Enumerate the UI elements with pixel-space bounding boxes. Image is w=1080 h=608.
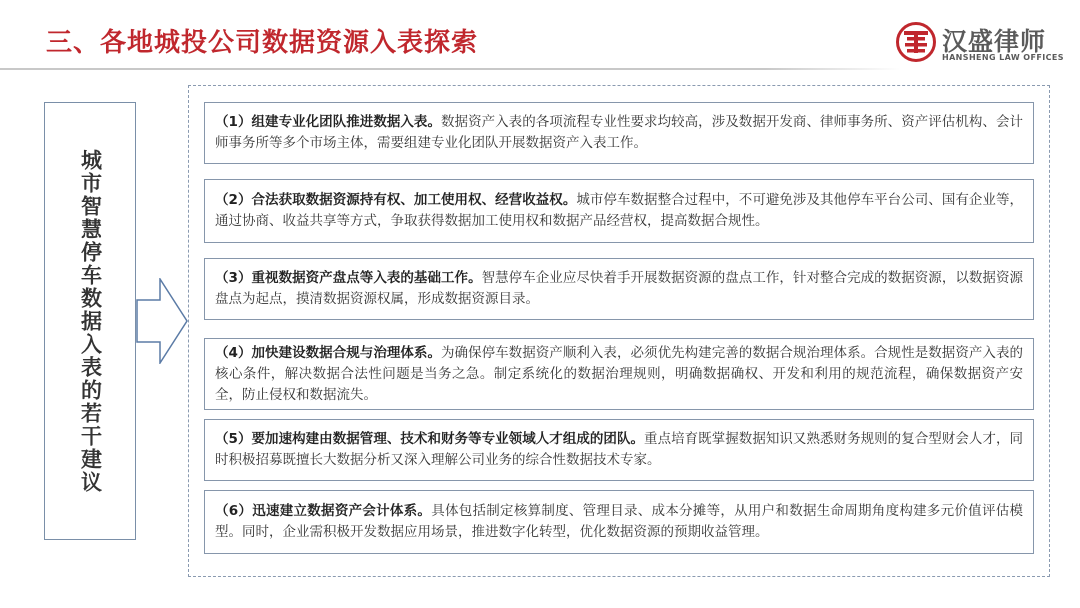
suggestions-label: 城市智慧停车数据入表的若干建议 — [78, 148, 103, 494]
right-arrow-icon — [136, 278, 188, 364]
suggestion-body: 城市停车数据整合过程中，不可避免涉及其他停车平台公司、国有企业等，通过协商、收益共享等方式，争取获得数据加工使用权和数据产品经营权，提高数据合规性。 — [215, 192, 1023, 229]
company-logo — [896, 22, 1066, 68]
suggestions-label-panel — [44, 102, 136, 540]
suggestion-heading: （4）加快建设数据合规与治理体系。 — [215, 344, 441, 361]
suggestion-heading: （5）要加速构建由数据管理、技术和财务等专业领域人才组成的团队。 — [215, 431, 645, 447]
suggestion-text — [215, 190, 1023, 232]
suggestion-heading: （3）重视数据资产盘点等入表的基础工作。 — [215, 270, 482, 286]
suggestion-body: 重点培育既掌握数据知识又熟悉财务规则的复合型财会人才，同时积极招募既擅长大数据分析又深入理解公司业务的综合性数据技术专家。 — [215, 431, 1023, 468]
suggestion-text — [215, 268, 1023, 310]
title-divider — [0, 68, 900, 70]
suggestion-text — [215, 501, 1023, 543]
suggestion-text — [215, 429, 1023, 471]
suggestion-text — [215, 112, 1023, 154]
suggestion-card-3 — [204, 258, 1034, 320]
law-firm-seal-icon — [896, 22, 936, 62]
suggestion-card-5 — [204, 419, 1034, 481]
suggestion-card-1 — [204, 102, 1034, 164]
suggestion-card-2 — [204, 179, 1034, 243]
suggestion-heading: （1）组建专业化团队推进数据入表。 — [215, 114, 441, 130]
suggestion-body: 具体包括制定核算制度、管理目录、成本分摊等，从用户和数据生命周期角度构建多元价值评估模型。同时，企业需积极开发数据应用场景，推进数字化转型，优化数据资源的预期收益管理。 — [215, 503, 1023, 540]
suggestion-text — [215, 343, 1023, 406]
logo-name-cn: 汉盛律师 — [942, 27, 1047, 56]
page-title: 三、各地城投公司数据资源入表探索 — [46, 28, 479, 58]
suggestion-heading: （2）合法获取数据资源持有权、加工使用权、经营收益权。 — [215, 192, 577, 208]
suggestion-body: 为确保停车数据资产顺利入表，必须优先构建完善的数据合规治理体系。合规性是数据资产入表的核心条件，解决数据合法性问题是当务之急。制定系统化的数据治理规则，明确数据确权、开发和利用的规范流程，确保数据资产安全，防止侵权和数据流失。 — [215, 344, 1023, 403]
suggestion-body: 数据资产入表的各项流程专业性要求均较高，涉及数据开发商、律师事务所、资产评估机构、会计师事务所等多个市场主体，需要组建专业化团队开展数据资产入表工作。 — [215, 114, 1023, 151]
suggestion-body: 智慧停车企业应尽快着手开展数据资源的盘点工作，针对整合完成的数据资源，以数据资源盘点为起点，摸清数据资源权属，形成数据资源目录。 — [215, 270, 1023, 307]
logo-name-en: HANSHENG LAW OFFICES — [942, 53, 1064, 62]
suggestion-card-4 — [204, 338, 1034, 410]
suggestion-card-6 — [204, 490, 1034, 554]
suggestion-heading: （6）迅速建立数据资产会计体系。 — [215, 503, 432, 519]
